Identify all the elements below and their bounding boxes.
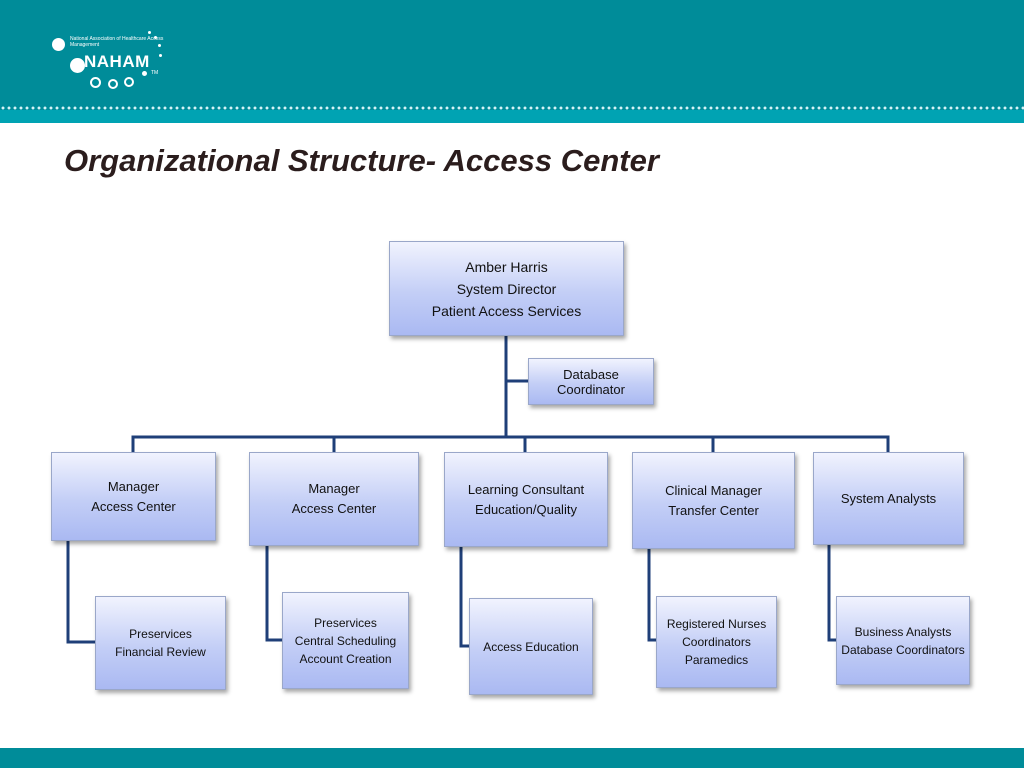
node-line: Preservices — [129, 627, 192, 641]
node-line: Clinical Manager — [665, 482, 762, 498]
org-node-transfer-staff — [656, 596, 777, 688]
node-line: Coordinator — [557, 381, 625, 397]
node-line: Manager — [308, 481, 360, 496]
node-line: Access Education — [483, 639, 579, 654]
connector-child-4 — [649, 549, 656, 640]
node-line: Paramedics — [684, 653, 749, 667]
org-node-system-analysts — [813, 452, 964, 545]
node-line: Patient Access Services — [431, 302, 582, 319]
node-line: Registered Nurses — [666, 617, 767, 631]
node-line: Database — [563, 366, 619, 382]
footer-bar — [0, 748, 1024, 768]
connector-child-3 — [461, 547, 469, 646]
org-node-access-education — [469, 598, 593, 695]
org-node-manager-access-center-2 — [249, 452, 419, 546]
node-line: Transfer Center — [668, 502, 759, 518]
logo-tagline: National Association of Healthcare Access Management — [70, 36, 164, 48]
org-node-business-analysts — [836, 596, 970, 685]
org-node-system-director — [389, 241, 624, 336]
node-line: Account Creation — [299, 651, 392, 666]
node-line: Financial Review — [115, 645, 206, 659]
node-line: Access Center — [91, 498, 176, 514]
node-line: Manager — [107, 478, 160, 494]
node-line: Amber Harris — [465, 258, 548, 275]
org-node-database-coordinator — [528, 358, 654, 405]
node-line: System Director — [456, 280, 557, 297]
org-node-preservices-financial-review — [95, 596, 226, 690]
node-line: Education/Quality — [475, 501, 577, 517]
org-node-clinical-manager — [632, 452, 795, 549]
node-line: Access Center — [291, 501, 377, 516]
org-node-manager-access-center-1 — [51, 452, 216, 541]
org-node-preservices-scheduling — [282, 592, 409, 689]
node-line: Preservices — [314, 615, 377, 630]
page-title: Organizational Structure- Access Center — [64, 143, 659, 178]
node-line: Central Scheduling — [294, 633, 397, 648]
connector-child-1 — [68, 541, 95, 642]
connector-child-2 — [267, 546, 282, 640]
org-node-learning-consultant — [444, 452, 608, 547]
node-line: Learning Consultant — [467, 481, 585, 497]
connector-child-5 — [829, 545, 836, 640]
node-line: Coordinators — [682, 635, 751, 649]
logo-wordmark: NAHAM — [84, 52, 150, 71]
node-line: Database Coordinators — [841, 642, 965, 657]
node-line: Business Analysts — [854, 624, 952, 639]
logo-trademark: TM — [151, 70, 159, 76]
node-line: System Analysts — [840, 490, 937, 506]
